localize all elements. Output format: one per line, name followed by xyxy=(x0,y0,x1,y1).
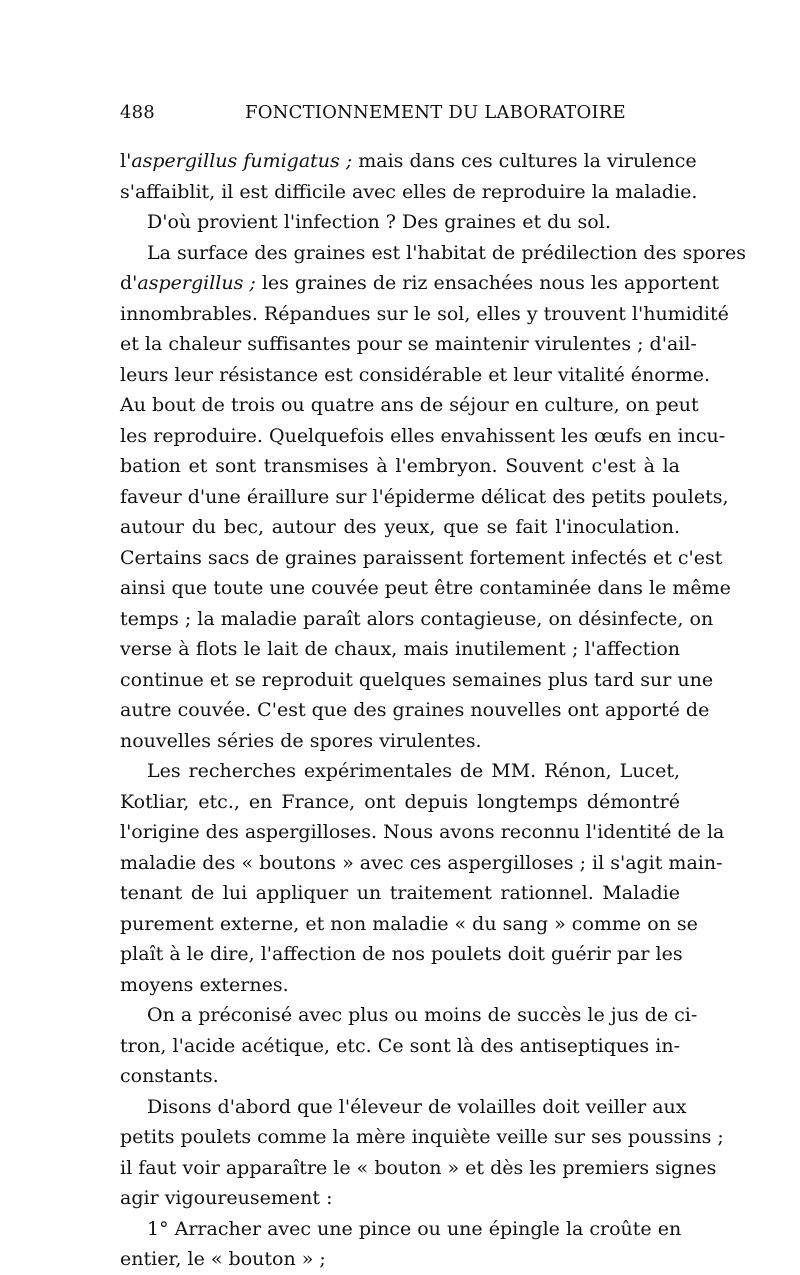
text-line: purement externe, et non maladie « du sang » comme on se xyxy=(120,912,698,935)
text-line: agir vigoureusement : xyxy=(120,1187,333,1209)
text-line: moyens externes. xyxy=(120,973,289,996)
text-line: temps ; la maladie paraît alors contagieuse, on désinfecte, on xyxy=(120,607,714,630)
text-line: faveur d'une éraillure sur l'épiderme délicat des petits poulets, xyxy=(120,485,729,508)
text-line: On a préconisé avec plus ou moins de succès le jus de ci- xyxy=(147,1004,698,1026)
text-line: Kotliar, etc., en France, ont depuis longtemps démontré xyxy=(120,790,680,813)
text-line: et la chaleur suffisantes pour se maintenir virulentes ; d'ail- xyxy=(120,333,697,355)
page-number: 488 xyxy=(120,102,155,123)
text-line: leurs leur résistance est considérable et leur vitalité énorme. xyxy=(120,363,711,386)
text-line: Disons d'abord que l'éleveur de volailles doit veiller aux xyxy=(147,1095,687,1118)
text-line: d'aspergillus ; les graines de riz ensachées nous les apportent xyxy=(120,272,719,294)
text-line: D'où provient l'infection ? Des graines et du sol. xyxy=(147,211,611,233)
text-line: il faut voir apparaître le « bouton » et dès les premiers signes xyxy=(120,1156,717,1179)
text-line: l'origine des aspergilloses. Nous avons reconnu l'identité de la xyxy=(120,821,725,843)
text-line: constants. xyxy=(120,1065,219,1087)
text-line: Certains sacs de graines paraissent fortement infectés et c'est xyxy=(120,546,723,569)
text-line: bation et sont transmises à l'embryon. Souvent c'est à la xyxy=(120,455,680,477)
body-text xyxy=(120,146,747,1275)
text-line: entier, le « bouton » ; xyxy=(120,1248,326,1270)
text-line: l'aspergillus fumigatus ; mais dans ces cultures la virulence xyxy=(120,150,697,172)
text-line: Les recherches expérimentales de MM. Rénon, Lucet, xyxy=(147,760,680,782)
text-line: autour du bec, autour des yeux, que se fait l'inoculation. xyxy=(120,516,680,538)
text-line: les reproduire. Quelquefois elles envahissent les œufs en incu- xyxy=(120,424,726,447)
text-line: s'affaiblit, il est difficile avec elles de reproduire la maladie. xyxy=(120,180,698,203)
text-line: continue et se reproduit quelques semaines plus tard sur une xyxy=(120,668,714,691)
text-line: 1° Arracher avec une pince ou une épingle la croûte en xyxy=(147,1217,682,1240)
text-line: tron, l'acide acétique, etc. Ce sont là des antiseptiques in- xyxy=(120,1034,680,1057)
text-line: innombrables. Répandues sur le sol, elles y trouvent l'humidité xyxy=(120,302,729,325)
text-line: verse à flots le lait de chaux, mais inutilement ; l'affection xyxy=(120,638,680,660)
text-line: tenant de lui appliquer un traitement rationnel. Maladie xyxy=(120,882,680,904)
text-line: ainsi que toute une couvée peut être contaminée dans le même xyxy=(120,577,731,599)
running-title: FONCTIONNEMENT DU LABORATOIRE xyxy=(245,102,626,123)
text-line: La surface des graines est l'habitat de prédilection des spores xyxy=(147,241,747,264)
text-line: autre couvée. C'est que des graines nouvelles ont apporté de xyxy=(120,699,710,721)
text-line: maladie des « boutons » avec ces aspergilloses ; il s'agit main- xyxy=(120,851,723,874)
text-line: plaît à le dire, l'affection de nos poulets doit guérir par les xyxy=(120,943,683,965)
running-head xyxy=(120,102,680,132)
text-line: petits poulets comme la mère inquiète veille sur ses poussins ; xyxy=(120,1126,724,1148)
text-line: nouvelles séries de spores virulentes. xyxy=(120,729,482,752)
text-line: Au bout de trois ou quatre ans de séjour en culture, on peut xyxy=(120,394,699,416)
